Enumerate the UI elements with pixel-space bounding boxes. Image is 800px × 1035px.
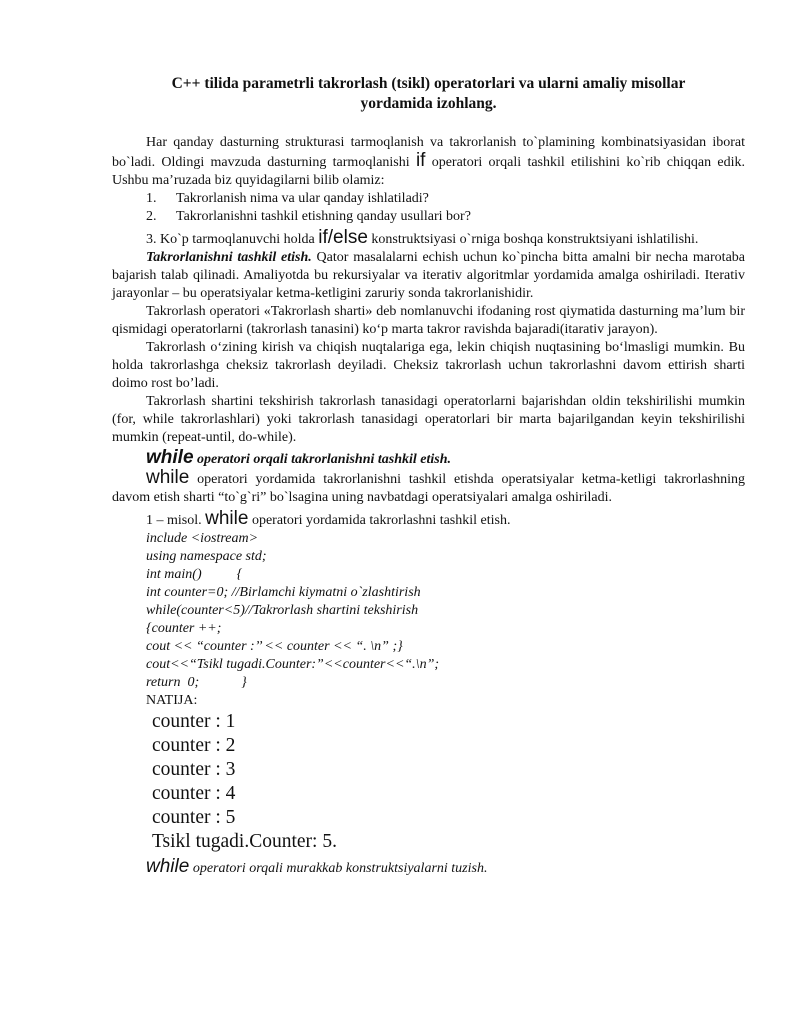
while-keyword: while	[205, 508, 249, 529]
list-text: Takrorlanishni tashkil etishning qanday usullari bor?	[176, 209, 471, 224]
output-line: counter : 4	[152, 783, 236, 804]
paragraph-entry-exit: Takrorlash o‘zining kirish va chiqish nuqtalariga ega, lekin chiqish nuqtasining bo‘lmasligi mumkin. Bu holda takrorlashga cheksiz takrorlash deyiladi. Cheksiz takrorlash uchun takrorlashni davom ettirish sharti doimo rost bo’ladi.	[112, 340, 745, 391]
while-complex-heading	[112, 858, 745, 878]
while-paragraph-text: operatori yordamida takrorlanishni tashkil etishda operatsiyalar ketma-ketligi takrorlashning davom etish sharti “to`g`ri” bo`lsagina uning navbatdagi operatsiyalari amalga oshiriladi.	[112, 472, 745, 505]
paragraph-condition-check: Takrorlash shartini tekshirish takrorlash tanasidagi operatorlarni bajarishdan oldin tekshirilishi mumkin (for, while takrorlashlari) yoki takrorlash tanasidagi operatorlari bir marta bajarilgandan keyin tekshirilishi mumkin (repeat-until, do-while).	[112, 394, 745, 445]
while-keyword: while	[146, 447, 194, 468]
result-label: NATIJA:	[146, 693, 198, 708]
list3-text-b: konstruktsiyasi o`rniga boshqa konstruktsiyani ishlatilishi.	[367, 232, 699, 247]
complex-heading-text: operatori orqali murakkab konstruktsiyalarni tuzish.	[189, 861, 488, 876]
paragraph-text: Qator masalalarni echish uchun ko`pincha bitta amalni bir necha marotaba bajarish talab qilinadi. Amaliyotda bu rekursiyalar va iterativ algoritmlar yordamida amalga oshiriladi. Iterativ jarayonlar – bu operatsiyalar ketma-ketligini zaruriy sonda takrorlanishidir.	[112, 250, 745, 301]
output-line: counter : 3	[152, 759, 236, 780]
code-line: cout << “counter :’’ << counter << “. \n” ;}	[146, 639, 403, 654]
paragraph-takrorlanish	[112, 249, 745, 303]
title-line-1: C++ tilida parametrli takrorlash (tsikl) operatorlari va ularni amaliy misollar	[171, 75, 686, 92]
code-line: return 0; }	[146, 675, 247, 690]
intro-if-keyword: if	[415, 150, 426, 171]
document-body	[112, 134, 745, 878]
example-text: operatori yordamida takrorlashni tashkil etish.	[248, 513, 511, 528]
paragraph-operator: Takrorlash operatori «Takrorlash sharti» deb nomlanuvchi ifodaning rost qiymatida dasturning ma’lum bir qismidagi operatorlarni (takrorlash tanasini) ko‘p marta takror ravishda bajaradi(itarativ jarayon).	[112, 304, 745, 337]
list-item-3	[112, 229, 745, 249]
list-item	[112, 190, 745, 208]
output-line: counter : 5	[152, 807, 236, 828]
paragraph-heading: Takrorlanishni tashkil etish.	[146, 250, 312, 265]
code-block	[112, 530, 745, 692]
program-output	[112, 710, 745, 854]
code-line: {counter ++;	[146, 621, 222, 636]
while-keyword: while	[146, 467, 190, 488]
intro-paragraph	[112, 134, 745, 190]
intro-text-b: operatori orqali tashkil etilishini ko`rib chiqqan edik. Ushbu ma’ruzada biz quyidagilarni bilib olamiz:	[112, 155, 746, 188]
list3-text-a: 3. Ko`p tarmoqlanuvchi holda	[146, 232, 319, 247]
output-line: counter : 1	[152, 711, 236, 732]
code-line: while(counter<5)//Takrorlash shartini tekshirish	[146, 603, 419, 618]
code-line: using namespace std;	[146, 549, 267, 564]
output-line: Tsikl tugadi.Counter: 5.	[152, 831, 337, 852]
list3-ifelse-keyword: if/else	[318, 227, 368, 248]
code-line: int counter=0; //Birlamchi kiymatni o`zlashtirish	[146, 585, 421, 600]
list-text: Takrorlanish nima va ular qanday ishlatiladi?	[176, 191, 429, 206]
example-label: 1 – misol.	[146, 513, 206, 528]
document-title	[112, 74, 745, 114]
output-line: counter : 2	[152, 735, 236, 756]
example-heading	[112, 510, 745, 530]
title-line-2: yordamida izohlang.	[360, 95, 497, 112]
code-line: int main() {	[146, 567, 243, 582]
while-paragraph	[112, 469, 745, 507]
while-section-heading	[112, 449, 745, 469]
list-number: 2.	[146, 209, 157, 224]
list-item	[112, 208, 745, 226]
list-number: 1.	[146, 191, 157, 206]
code-line: include <iostream>	[146, 531, 259, 546]
intro-text-a: Har qanday dasturning strukturasi tarmoqlanish va takrorlanish to`plamining kombinatsiyasidan iborat bo`ladi. Oldingi mavzuda dasturning tarmoqlanishi	[112, 135, 745, 170]
code-line: cout<<“Tsikl tugadi.Counter:”<<counter<<“.\n”;	[146, 657, 440, 672]
while-heading-text: operatori orqali takrorlanishni tashkil etish.	[193, 452, 452, 467]
while-keyword: while	[146, 856, 190, 877]
